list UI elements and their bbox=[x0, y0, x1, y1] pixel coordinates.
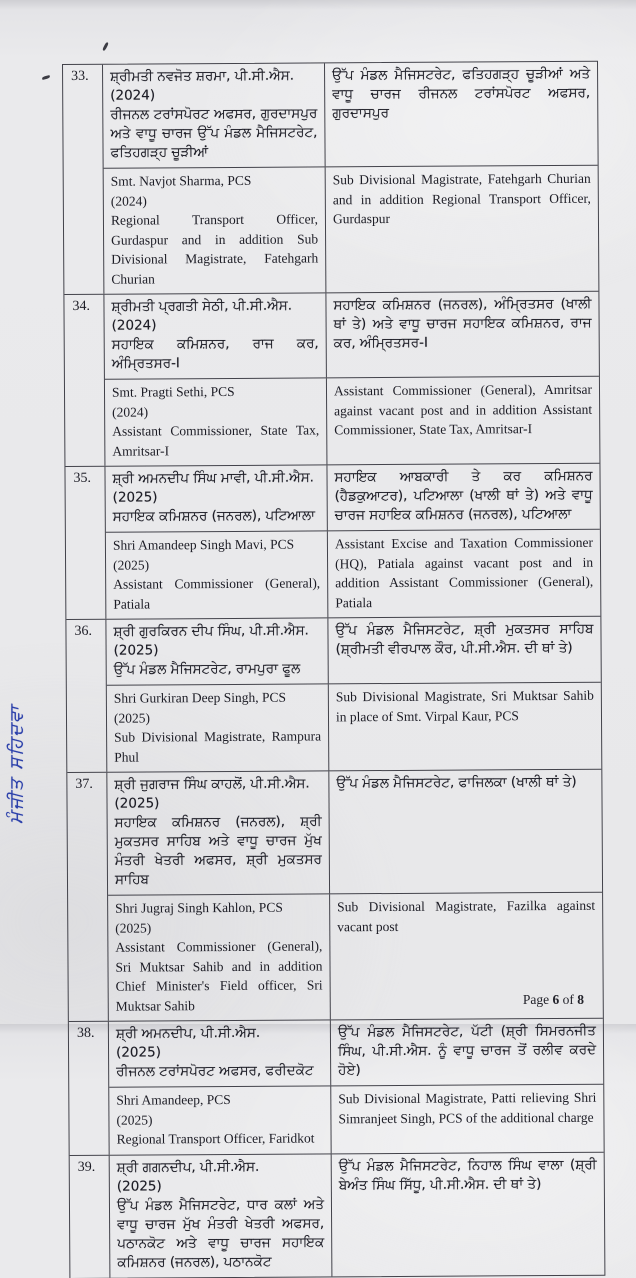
punjabi-officer-body-line: ਰੀਜਨਲ ਟਰਾਂਸਪੋਰਟ ਅਫਸਰ, ਫਰੀਦਕੋਟ bbox=[116, 1062, 314, 1080]
page-footer-total: 8 bbox=[577, 992, 584, 1007]
punjabi-officer-cell bbox=[105, 465, 327, 531]
row-number-cell: 37. bbox=[67, 773, 109, 1021]
english-officer-year-line: (2025) bbox=[115, 919, 152, 936]
punjabi-officer-name-line: ਸ਼੍ਰੀਮਤੀ ਨਵਜੋਤ ਸ਼ਰਮਾ, ਪੀ.ਸੀ.ਐਸ. bbox=[110, 67, 295, 85]
row-content bbox=[107, 770, 603, 1021]
english-officer-year-line: (2025) bbox=[116, 1111, 153, 1128]
punjabi-officer-cell bbox=[107, 771, 330, 894]
punjabi-subrow bbox=[107, 770, 602, 896]
english-officer-body-line: Regional Transport Officer, Gurdaspur and in addition Sub Divisional Magistrate, Fatehgarh Churian bbox=[110, 211, 319, 287]
row-number-cell: 39. bbox=[70, 1155, 111, 1277]
punjabi-subrow bbox=[105, 464, 599, 533]
english-officer-year-line: (2025) bbox=[113, 556, 150, 573]
english-officer-name-line: Shri Amandeep, PCS bbox=[116, 1091, 231, 1108]
row-number-cell: 36. bbox=[66, 620, 107, 772]
page-footer bbox=[523, 992, 584, 1008]
punjabi-officer-cell bbox=[103, 63, 326, 167]
english-posting-cell: Sub Divisional Magistrate, Fatehgarh Churian and in addition Regional Transport Officer, Gurdaspur bbox=[332, 170, 591, 227]
punjabi-officer-cell bbox=[106, 618, 328, 684]
english-posting-cell: Sub Divisional Magistrate, Sri Muktsar Sahib in place of Smt. Virpal Kaur, PCS bbox=[335, 687, 594, 724]
english-officer-name-line: Shri Amandeep Singh Mavi, PCS bbox=[112, 536, 295, 553]
punjabi-officer-name-line: ਸ਼੍ਰੀ ਗੁਰਕਿਰਨ ਦੀਪ ਸਿੰਘ, ਪੀ.ਸੀ.ਐਸ. bbox=[113, 622, 309, 640]
punjabi-subrow bbox=[110, 1152, 605, 1277]
english-officer-year-line: (2024) bbox=[112, 403, 149, 420]
ink-speck bbox=[102, 42, 109, 51]
english-subrow bbox=[105, 377, 600, 466]
punjabi-posting-cell: ਉੱਪ ਮੰਡਲ ਮੈਜਿਸਟਰੇਟ, ਪੱਟੀ (ਸ਼੍ਰੀ ਸਿਮਰਨਜੀਤ ਸਿੰਘ, ਪੀ.ਸੀ.ਐਸ. ਨੂੰ ਵਾਧੂ ਚਾਰਜ ਤੋਂ ਰਲੀਵ ਕਰਦੇ ਹੋਏ) bbox=[337, 1022, 597, 1079]
table-row bbox=[70, 1152, 605, 1277]
english-officer-body-line: Assistant Commissioner (General), Patiala bbox=[113, 575, 321, 612]
punjabi-officer-year-line: (2025) bbox=[112, 489, 158, 506]
postings-table bbox=[62, 61, 605, 1278]
english-officer-year-line: (2025) bbox=[113, 709, 151, 726]
english-officer-cell bbox=[109, 1086, 331, 1154]
punjabi-posting-cell: ਸਹਾਇਕ ਕਮਿਸ਼ਨਰ (ਜਨਰਲ), ਅੰਮ੍ਰਿਤਸਰ (ਖਾਲੀ ਥਾਂ ਤੇ) ਅਤੇ ਵਾਧੂ ਚਾਰਜ ਸਹਾਇਕ ਕਮਿਸ਼ਨਰ, ਰਾਜ ਕਰ, ਅੰਮ੍ਰਿਤਸਰ-I bbox=[333, 295, 592, 352]
english-officer-cell bbox=[107, 684, 330, 771]
english-officer-cell bbox=[108, 894, 331, 1020]
english-officer-year-line: (2024) bbox=[110, 192, 147, 209]
english-officer-body-line: Assistant Commissioner (General), Sri Muktsar Sahib and in addition Chief Minister's Field officer, Sri Muktsar Sahib bbox=[115, 938, 323, 1014]
punjabi-officer-name-line: ਸ਼੍ਰੀ ਅਮਨਦੀਪ, ਪੀ.ਸੀ.ਐਸ. bbox=[115, 1024, 261, 1042]
english-officer-body-line: Regional Transport Officer, Faridkot bbox=[116, 1130, 315, 1147]
punjabi-officer-year-line: (2025) bbox=[116, 1177, 162, 1195]
punjabi-officer-cell bbox=[104, 293, 327, 378]
punjabi-officer-year-line: (2025) bbox=[113, 642, 159, 659]
punjabi-subrow bbox=[104, 292, 599, 380]
row-number-cell: 35. bbox=[65, 467, 106, 619]
punjabi-officer-body-line: ਸਹਾਇਕ ਕਮਿਸ਼ਨਰ (ਜਨਰਲ), ਪਟਿਆਲਾ bbox=[112, 507, 315, 525]
english-posting-cell: Assistant Commissioner (General), Amritsar against vacant post and in addition Assistant Commissioner, State Tax, Amritsar-I bbox=[333, 381, 593, 438]
punjabi-posting-cell: ਉੱਪ ਮੰਡਲ ਮੈਜਿਸਟਰੇਟ, ਫਾਜਿਲਕਾ (ਖਾਲੀ ਥਾਂ ਤੇ) bbox=[336, 773, 577, 792]
english-posting-cell: Assistant Excise and Taxation Commissioner (HQ), Patiala against vacant post and in addition Assistant Commissioner (General), Patiala bbox=[334, 534, 594, 610]
english-officer-cell bbox=[104, 167, 327, 293]
handwritten-margin-note: ਮੰਜੀਤ ਸਹਿਦਵਾ bbox=[6, 704, 27, 824]
page-footer-current: 6 bbox=[552, 992, 560, 1007]
row-content bbox=[109, 1019, 604, 1155]
row-number-cell: 33. bbox=[63, 65, 104, 294]
english-officer-name-line: Shri Gurkiran Deep Singh, PCS bbox=[113, 689, 287, 706]
table-row bbox=[69, 1019, 604, 1156]
punjabi-officer-cell bbox=[110, 1154, 333, 1277]
punjabi-officer-body-line: ਰੀਜਨਲ ਟਰਾਂਸਪੋਰਟ ਅਫਸਰ, ਗੁਰਦਾਸਪੁਰ ਅਤੇ ਵਾਧੂ ਚਾਰਜ ਉੱਪ ਮੰਡਲ ਮੈਜਿਸਟਰੇਟ, ਫਤਿਹਗੜ੍ਹ ਚੂੜੀਆਂ bbox=[110, 105, 318, 161]
english-officer-name-line: Smt. Pragti Sethi, PCS bbox=[111, 383, 235, 400]
punjabi-posting-cell: ਉੱਪ ਮੰਡਲ ਮੈਜਿਸਟਰੇਟ, ਨਿਹਾਲ ਸਿੰਘ ਵਾਲਾ (ਸ਼੍ਰੀ ਬੇਅੰਤ ਸਿੰਘ ਸਿੱਧੂ, ਪੀ.ਸੀ.ਐਸ. ਦੀ ਥਾਂ ਤੇ) bbox=[338, 1156, 597, 1193]
punjabi-subrow bbox=[106, 617, 600, 686]
page-footer-of: of bbox=[562, 992, 574, 1007]
row-content bbox=[105, 464, 600, 619]
punjabi-posting-cell: ਸਹਾਇਕ ਆਬਕਾਰੀ ਤੇ ਕਰ ਕਮਿਸ਼ਨਰ (ਹੈਡਕੁਆਟਰ), ਪਟਿਆਲਾ (ਖਾਲੀ ਥਾਂ ਤੇ) ਅਤੇ ਵਾਧੂ ਚਾਰਜ ਸਹਾਇਕ ਕਮਿਸ਼ਨਰ (ਜਨਰਲ), ਪਟਿਆਲਾ bbox=[334, 467, 593, 524]
english-officer-body-line: Sub Divisional Magistrate, Rampura Phul bbox=[114, 728, 322, 765]
english-officer-name-line: Shri Jugraj Singh Kahlon, PCS bbox=[115, 899, 283, 916]
row-content bbox=[104, 292, 599, 466]
row-content bbox=[106, 617, 601, 772]
punjabi-posting-cell: ਉੱਪ ਮੰਡਲ ਮੈਜਿਸਟਰੇਟ, ਫਤਿਹਗੜ੍ਹ ਚੂੜੀਆਂ ਅਤੇ ਵਾਧੂ ਚਾਰਜ ਰੀਜਨਲ ਟਰਾਂਸਪੋਰਟ ਅਫਸਰ, ਗੁਰਦਾਸਪੁਰ bbox=[332, 65, 591, 122]
punjabi-officer-name-line: ਸ਼੍ਰੀ ਜੁਗਰਾਜ ਸਿੰਘ ਕਾਹਲੋਂ, ਪੀ.ਸੀ.ਐਸ. bbox=[114, 775, 310, 793]
english-officer-cell bbox=[106, 531, 329, 618]
row-content bbox=[103, 62, 598, 294]
punjabi-officer-body-line: ਸਹਾਇਕ ਕਮਿਸ਼ਨਰ, ਰਾਜ ਕਰ, ਅੰਮ੍ਰਿਤਸਰ-I bbox=[111, 335, 319, 372]
ink-speck bbox=[42, 75, 50, 80]
english-subrow bbox=[104, 166, 599, 294]
punjabi-posting-cell: ਉੱਪ ਮੰਡਲ ਮੈਜਿਸਟਰੇਟ, ਸ਼੍ਰੀ ਮੁਕਤਸਰ ਸਾਹਿਬ (ਸ਼੍ਰੀਮਤੀ ਵੀਰਪਾਲ ਕੌਰ, ਪੀ.ਸੀ.ਐਸ. ਦੀ ਥਾਂ ਤੇ) bbox=[335, 620, 594, 658]
punjabi-officer-name-line: ਸ਼੍ਰੀ ਗਗਨਦੀਪ, ਪੀ.ਸੀ.ਐਸ. bbox=[116, 1158, 260, 1176]
table-row bbox=[66, 617, 601, 773]
table-row bbox=[64, 292, 599, 467]
punjabi-officer-name-line: ਸ਼੍ਰੀ ਅਮਨਦੀਪ ਸਿੰਘ ਮਾਵੀ, ਪੀ.ਸੀ.ਐਸ. bbox=[112, 469, 315, 487]
punjabi-officer-body-line: ਉੱਪ ਮੰਡਲ ਮੈਜਿਸਟਰੇਟ, ਰਾਮਪੁਰਾ ਫੂਲ bbox=[113, 660, 301, 678]
row-number-cell: 34. bbox=[64, 295, 105, 466]
english-officer-name-line: Smt. Navjot Sharma, PCS bbox=[110, 172, 252, 189]
english-posting-cell: Sub Divisional Magistrate, Fazilka against vacant post bbox=[337, 897, 596, 934]
punjabi-officer-cell bbox=[109, 1020, 331, 1086]
punjabi-officer-year-line: (2025) bbox=[115, 1044, 161, 1061]
punjabi-officer-name-line: ਸ਼੍ਰੀਮਤੀ ਪ੍ਰਗਤੀ ਸੇਠੀ, ਪੀ.ਸੀ.ਐਸ. bbox=[111, 297, 293, 315]
page-footer-label: Page bbox=[522, 992, 550, 1007]
table-row bbox=[65, 464, 600, 620]
punjabi-officer-year-line: (2024) bbox=[110, 87, 156, 104]
punjabi-subrow bbox=[103, 62, 598, 169]
english-subrow bbox=[106, 530, 601, 619]
row-number-cell: 38. bbox=[69, 1022, 110, 1155]
english-subrow bbox=[109, 1085, 603, 1155]
punjabi-officer-body-line: ਉੱਪ ਮੰਡਲ ਮੈਜਿਸਟਰੇਟ, ਧਾਰ ਕਲਾਂ ਅਤੇ ਵਾਧੂ ਚਾਰਜ ਮੁੱਖ ਮੰਤਰੀ ਖੇਤਰੀ ਅਫਸਰ, ਪਠਾਨਕੋਟ ਅਤੇ ਵਾਧੂ ਚਾਰਜ ਸਹਾਇਕ ਕਮਿਸ਼ਨਰ (ਜਨਰਲ), ਪਠਾਨਕੋਟ bbox=[116, 1195, 325, 1271]
english-subrow bbox=[107, 683, 602, 772]
punjabi-officer-year-line: (2024) bbox=[111, 317, 157, 334]
english-posting-cell: Sub Divisional Magistrate, Patti relieving Shri Simranjeet Singh, PCS of the additional charge bbox=[338, 1089, 597, 1126]
row-content bbox=[110, 1152, 605, 1277]
table-row bbox=[67, 770, 603, 1022]
punjabi-officer-body-line: ਸਹਾਇਕ ਕਮਿਸ਼ਨਰ (ਜਨਰਲ), ਸ਼੍ਰੀ ਮੁਕਤਸਰ ਸਾਹਿਬ ਅਤੇ ਵਾਧੂ ਚਾਰਜ ਮੁੱਖ ਮੰਤਰੀ ਖੇਤਰੀ ਅਫਸਰ, ਸ਼੍ਰੀ ਮੁਕਤਸਰ ਸਾਹਿਬ bbox=[114, 813, 322, 888]
table-row bbox=[63, 62, 598, 295]
english-officer-cell bbox=[105, 378, 328, 465]
punjabi-subrow bbox=[109, 1019, 603, 1088]
punjabi-officer-year-line: (2025) bbox=[114, 795, 160, 812]
english-officer-body-line: Assistant Commissioner, State Tax, Amritsar-I bbox=[112, 422, 320, 459]
